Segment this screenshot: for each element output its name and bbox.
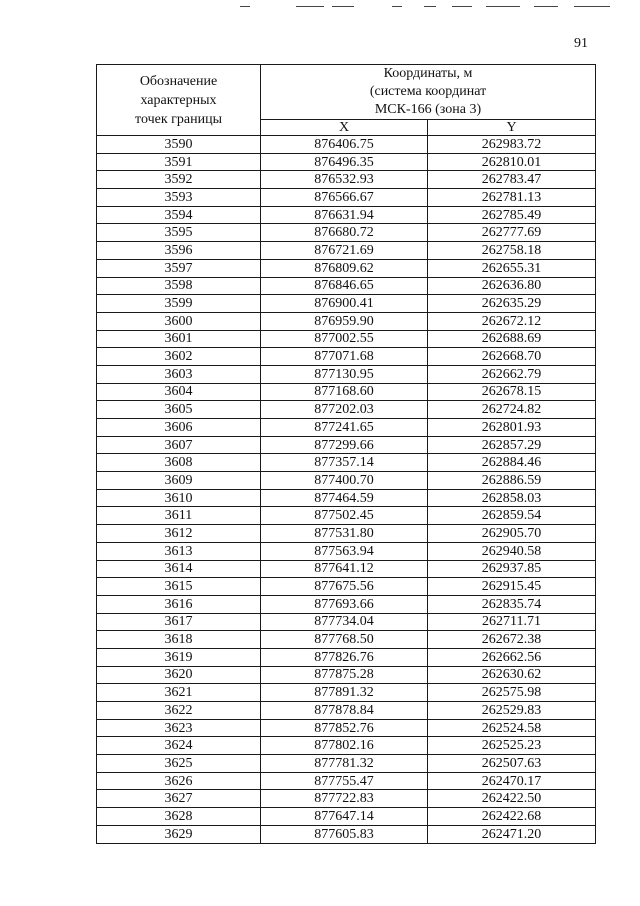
table-row [97,755,596,773]
y-coordinate-cell: 262662.79 [428,365,596,383]
y-coordinate-cell: 262857.29 [428,436,596,454]
table-row [97,224,596,242]
point-id-cell: 3620 [97,666,261,684]
point-id-cell: 3598 [97,277,261,295]
y-coordinate-cell: 262724.82 [428,401,596,419]
y-coordinate-cell: 262884.46 [428,454,596,472]
x-coordinate-cell: 876900.41 [261,295,428,313]
y-coordinate-cell: 262983.72 [428,136,596,154]
header-coordinates [261,65,596,120]
y-coordinate-cell: 262422.68 [428,808,596,826]
y-coordinate-cell: 262678.15 [428,383,596,401]
table-row [97,666,596,684]
table-row [97,631,596,649]
table-row [97,348,596,366]
header-x: X [261,120,428,136]
y-coordinate-cell: 262655.31 [428,259,596,277]
point-id-cell: 3609 [97,472,261,490]
point-id-cell: 3611 [97,507,261,525]
point-id-cell: 3619 [97,648,261,666]
table-row [97,312,596,330]
y-coordinate-cell: 262525.23 [428,737,596,755]
y-coordinate-cell: 262783.47 [428,171,596,189]
table-row [97,242,596,260]
x-coordinate-cell: 877502.45 [261,507,428,525]
point-id-cell: 3592 [97,171,261,189]
x-coordinate-cell: 877647.14 [261,808,428,826]
y-coordinate-cell: 262711.71 [428,613,596,631]
y-coordinate-cell: 262886.59 [428,472,596,490]
table-row [97,295,596,313]
x-coordinate-cell: 877693.66 [261,595,428,613]
y-coordinate-cell: 262636.80 [428,277,596,295]
y-coordinate-cell: 262905.70 [428,525,596,543]
point-id-cell: 3617 [97,613,261,631]
x-coordinate-cell: 876496.35 [261,153,428,171]
table-body [97,136,596,844]
x-coordinate-cell: 877002.55 [261,330,428,348]
x-coordinate-cell: 877878.84 [261,702,428,720]
y-coordinate-cell: 262471.20 [428,825,596,843]
x-coordinate-cell: 877563.94 [261,542,428,560]
point-id-cell: 3615 [97,578,261,596]
x-coordinate-cell: 877400.70 [261,472,428,490]
point-id-cell: 3595 [97,224,261,242]
table-row [97,365,596,383]
point-id-cell: 3596 [97,242,261,260]
point-id-cell: 3603 [97,365,261,383]
y-coordinate-cell: 262672.12 [428,312,596,330]
point-id-cell: 3628 [97,808,261,826]
table-row [97,578,596,596]
header-point-label-line: характерных [140,92,217,108]
table-row [97,171,596,189]
x-coordinate-cell: 877531.80 [261,525,428,543]
table-row [97,825,596,843]
table-row [97,454,596,472]
table-row [97,259,596,277]
x-coordinate-cell: 877675.56 [261,578,428,596]
point-id-cell: 3600 [97,312,261,330]
y-coordinate-cell: 262422.50 [428,790,596,808]
header-coordinates-line: МСК-166 (зона 3) [374,102,482,117]
point-id-cell: 3610 [97,489,261,507]
y-coordinate-cell: 262777.69 [428,224,596,242]
x-coordinate-cell: 877768.50 [261,631,428,649]
table-row [97,401,596,419]
y-coordinate-cell: 262635.29 [428,295,596,313]
x-coordinate-cell: 877464.59 [261,489,428,507]
x-coordinate-cell: 876680.72 [261,224,428,242]
table-row [97,436,596,454]
point-id-cell: 3616 [97,595,261,613]
y-coordinate-cell: 262801.93 [428,419,596,437]
header-point-label-line: Обозначение [139,73,218,89]
table-row [97,808,596,826]
x-coordinate-cell: 876959.90 [261,312,428,330]
y-coordinate-cell: 262524.58 [428,719,596,737]
table-row [97,560,596,578]
table-row [97,419,596,437]
table-row [97,383,596,401]
point-id-cell: 3607 [97,436,261,454]
y-coordinate-cell: 262835.74 [428,595,596,613]
point-id-cell: 3624 [97,737,261,755]
point-id-cell: 3621 [97,684,261,702]
y-coordinate-cell: 262575.98 [428,684,596,702]
y-coordinate-cell: 262688.69 [428,330,596,348]
table-row [97,136,596,154]
point-id-cell: 3618 [97,631,261,649]
y-coordinate-cell: 262630.62 [428,666,596,684]
table-row [97,595,596,613]
point-id-cell: 3602 [97,348,261,366]
header-coordinates-line: (система координат [369,84,487,99]
x-coordinate-cell: 876631.94 [261,206,428,224]
x-coordinate-cell: 876532.93 [261,171,428,189]
point-id-cell: 3627 [97,790,261,808]
point-id-cell: 3626 [97,772,261,790]
point-id-cell: 3608 [97,454,261,472]
x-coordinate-cell: 877722.83 [261,790,428,808]
y-coordinate-cell: 262668.70 [428,348,596,366]
x-coordinate-cell: 877875.28 [261,666,428,684]
x-coordinate-cell: 877168.60 [261,383,428,401]
x-coordinate-cell: 877734.04 [261,613,428,631]
y-coordinate-cell: 262858.03 [428,489,596,507]
x-coordinate-cell: 877802.16 [261,737,428,755]
point-id-cell: 3591 [97,153,261,171]
table-row [97,719,596,737]
header-point-label [97,65,261,136]
x-coordinate-cell: 876566.67 [261,189,428,207]
table-row [97,489,596,507]
y-coordinate-cell: 262937.85 [428,560,596,578]
x-coordinate-cell: 876846.65 [261,277,428,295]
table-row [97,330,596,348]
x-coordinate-cell: 877755.47 [261,772,428,790]
x-coordinate-cell: 877826.76 [261,648,428,666]
point-id-cell: 3590 [97,136,261,154]
x-coordinate-cell: 877202.03 [261,401,428,419]
point-id-cell: 3613 [97,542,261,560]
point-id-cell: 3622 [97,702,261,720]
point-id-cell: 3594 [97,206,261,224]
point-id-cell: 3599 [97,295,261,313]
page-number: 91 [574,36,588,51]
x-coordinate-cell: 877071.68 [261,348,428,366]
coordinates-table [96,64,596,844]
y-coordinate-cell: 262470.17 [428,772,596,790]
table-row [97,189,596,207]
table-row [97,684,596,702]
table-row [97,153,596,171]
table-row [97,737,596,755]
table-row [97,277,596,295]
x-coordinate-cell: 877641.12 [261,560,428,578]
y-coordinate-cell: 262507.63 [428,755,596,773]
scan-edge-marks [0,4,640,10]
point-id-cell: 3606 [97,419,261,437]
y-coordinate-cell: 262940.58 [428,542,596,560]
x-coordinate-cell: 877891.32 [261,684,428,702]
point-id-cell: 3614 [97,560,261,578]
header-y: Y [428,120,596,136]
y-coordinate-cell: 262662.56 [428,648,596,666]
y-coordinate-cell: 262758.18 [428,242,596,260]
x-coordinate-cell: 877781.32 [261,755,428,773]
y-coordinate-cell: 262915.45 [428,578,596,596]
x-coordinate-cell: 877241.65 [261,419,428,437]
table-row [97,790,596,808]
y-coordinate-cell: 262810.01 [428,153,596,171]
point-id-cell: 3597 [97,259,261,277]
table-row [97,206,596,224]
x-coordinate-cell: 877852.76 [261,719,428,737]
point-id-cell: 3623 [97,719,261,737]
y-coordinate-cell: 262529.83 [428,702,596,720]
table-row [97,542,596,560]
y-coordinate-cell: 262672.38 [428,631,596,649]
table-row [97,648,596,666]
x-coordinate-cell: 877299.66 [261,436,428,454]
x-coordinate-cell: 876809.62 [261,259,428,277]
point-id-cell: 3604 [97,383,261,401]
point-id-cell: 3601 [97,330,261,348]
x-coordinate-cell: 876406.75 [261,136,428,154]
point-id-cell: 3625 [97,755,261,773]
header-coordinates-line: Координаты, м [383,66,473,81]
y-coordinate-cell: 262859.54 [428,507,596,525]
table-row [97,525,596,543]
x-coordinate-cell: 877357.14 [261,454,428,472]
x-coordinate-cell: 877130.95 [261,365,428,383]
point-id-cell: 3629 [97,825,261,843]
table-row [97,507,596,525]
x-coordinate-cell: 876721.69 [261,242,428,260]
table-header [97,65,596,136]
point-id-cell: 3612 [97,525,261,543]
y-coordinate-cell: 262785.49 [428,206,596,224]
table-row [97,472,596,490]
table-row [97,772,596,790]
x-coordinate-cell: 877605.83 [261,825,428,843]
table-row [97,702,596,720]
point-id-cell: 3593 [97,189,261,207]
table-row [97,613,596,631]
header-point-label-line: точек границы [135,111,222,127]
point-id-cell: 3605 [97,401,261,419]
y-coordinate-cell: 262781.13 [428,189,596,207]
